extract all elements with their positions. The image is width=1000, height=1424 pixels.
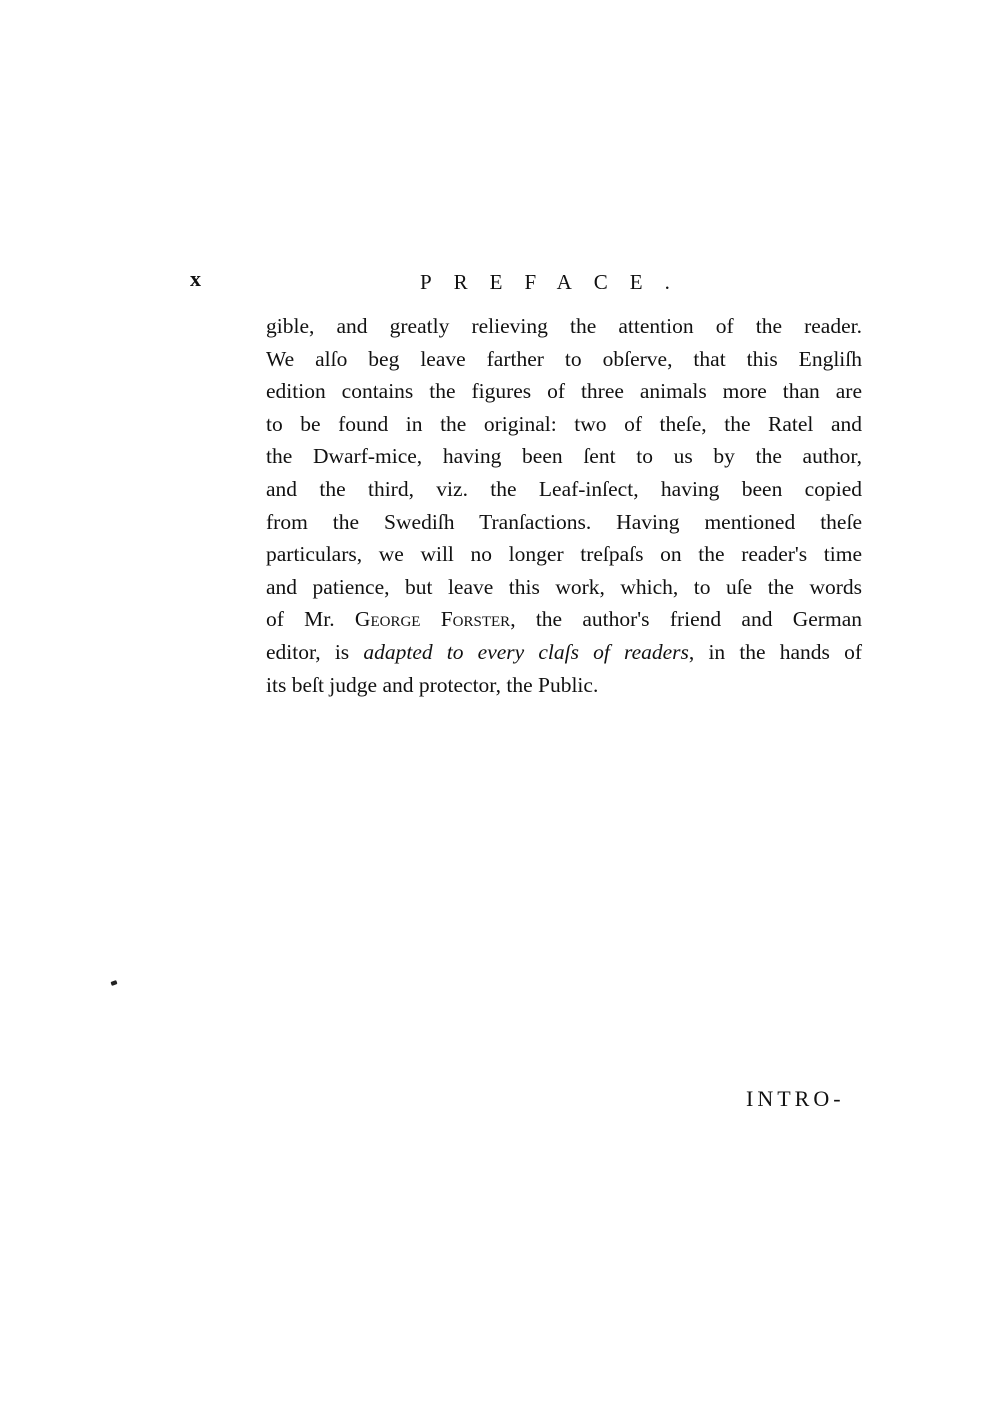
text-line: its beſt judge and protector, the Public. bbox=[266, 672, 599, 697]
line-segment: , in the hands of bbox=[688, 639, 862, 664]
text-line: We alſo beg leave farther to obſerve, that this Engliſh bbox=[266, 346, 862, 371]
catchword: INTRO- bbox=[746, 1086, 845, 1111]
text-line: gible, and greatly relieving the attention of the reader. bbox=[266, 314, 862, 338]
preface-text bbox=[266, 310, 862, 701]
ink-speck bbox=[110, 980, 117, 986]
text-line: particulars, we will no longer treſpaſs on the reader's time bbox=[266, 542, 862, 567]
running-head: PREFACE. bbox=[420, 270, 692, 294]
text-line: edition contains the figures of three animals more than are bbox=[266, 379, 862, 404]
text-line: from the Swediſh Tranſactions. Having mentioned theſe bbox=[266, 509, 862, 534]
text-line: the Dwarf-mice, having been ſent to us by the author, bbox=[266, 444, 862, 469]
line-segment: of Mr. bbox=[266, 607, 355, 632]
text-line: and patience, but leave this work, which, to uſe the words bbox=[266, 574, 862, 599]
italic-quote: adapted to every claſs of readers bbox=[363, 639, 689, 664]
text-line: and the third, viz. the Leaf-inſect, having been copied bbox=[266, 476, 862, 501]
page-number: x bbox=[190, 266, 201, 291]
text-line bbox=[266, 603, 862, 636]
author-name: George Forster bbox=[354, 607, 511, 632]
line-segment: editor, is bbox=[266, 639, 364, 664]
text-line: to be found in the original: two of theſe, the Ratel and bbox=[266, 411, 862, 436]
text-line bbox=[266, 636, 862, 669]
line-segment: , the author's friend and German bbox=[510, 607, 862, 632]
